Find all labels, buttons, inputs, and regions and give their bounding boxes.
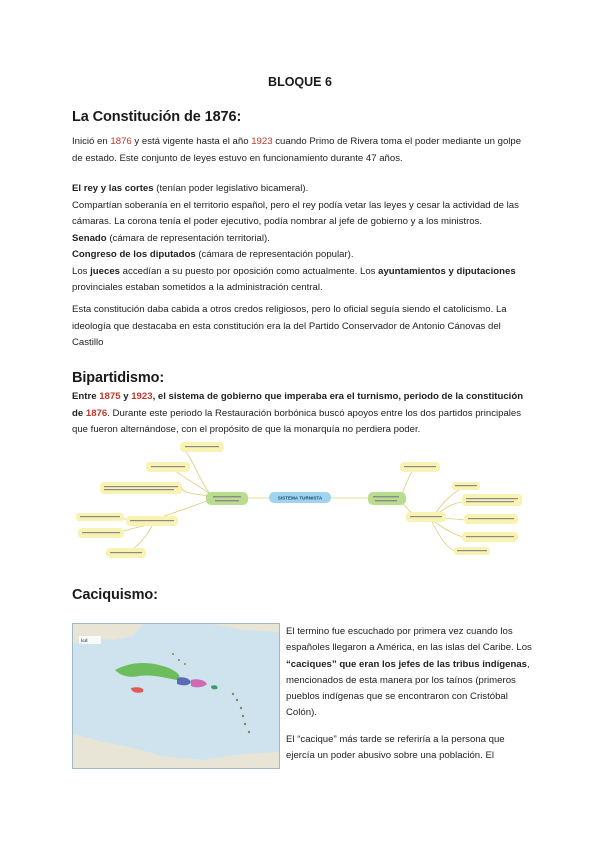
year-1923: 1923 <box>251 136 273 147</box>
paragraph-bipartidismo: Entre 1875 y 1923, el sistema de gobierno que imperaba era el turnismo, periodo de la constitución de 1876. Durante este periodo la Restauración borbónica buscó apoyos entre los dos partidos principales que fueron alternándose, con el propósito de que la monarquía no perdiera poder. <box>72 391 524 435</box>
paragraph-poderes: El rey y las cortes (tenían poder legislativo bicameral). Compartían soberanía en el territorio español, pero el rey podía vetar las leyes y cesar la actividad de las cámaras. La corona tenía el poder ejecutivo, podía nombrar al jefe de gobierno y a los ministros. Senado (cámara de representación territorial). Congreso de los diputados (cámara de representación popular). Los jueces accedían a su puesto por oposición como actualmente. Los ayuntamientos y diputaciones provinciales estaban sometidos a la administración central. <box>72 183 519 293</box>
map-illustration <box>73 624 280 769</box>
svg-text:lcd: lcd <box>81 638 88 643</box>
block-title: BLOQUE 6 <box>268 75 332 89</box>
senado-label: Senado <box>72 232 107 244</box>
paragraph-inicio: Inició en 1876 y está vigente hasta el año 1923 cuando Primo de Rivera toma el poder mediante un golpe de estado. Este conjunto de leyes estuvo en funcionamiento durante 47 años. <box>72 136 522 164</box>
turnismo-mind-map <box>72 436 528 560</box>
node-leaf <box>462 494 522 506</box>
caciquismo-text <box>286 624 536 774</box>
paragraph-religion-ideologia: Esta constitución daba cabida a otros credos religiosos, pero lo oficial seguía siendo el catolicismo. La ideología que destacaba en esta constitución era la del Partido Conservador de Antonio Cánovas del Castillo <box>72 304 507 348</box>
rey-cortes-label: El rey y las cortes <box>72 183 154 194</box>
section-heading-caciquismo: Caciquismo: <box>72 587 158 603</box>
section-heading-constitucion: La Constitución de 1876: <box>72 109 242 125</box>
year-1876: 1876 <box>110 136 132 147</box>
node-leaf <box>100 482 182 494</box>
paragraph-cacique-origen: El termino fue escuchado por primera vez cuando los españoles llegaron a América, en las islas del Caribe. Los “caciques” que eran los jefes de las tribus indígenas, mencionados de esta manera por los taínos (primeros pueblos indígenas que se encontraron con Cristóbal Colón). <box>286 626 532 719</box>
paragraph-cacique-significado: El “cacique” más tarde se referiría a la persona que ejercía un poder abusivo sobre una población. El <box>286 733 505 762</box>
section-heading-bipartidismo: Bipartidismo: <box>72 370 165 386</box>
node-right-main <box>368 492 406 505</box>
node-center-label: SISTEMA TURNISTA <box>277 495 323 501</box>
congreso-label: Congreso de los diputados <box>72 249 196 260</box>
caribbean-map-image <box>72 623 280 769</box>
node-left-main <box>206 492 248 505</box>
